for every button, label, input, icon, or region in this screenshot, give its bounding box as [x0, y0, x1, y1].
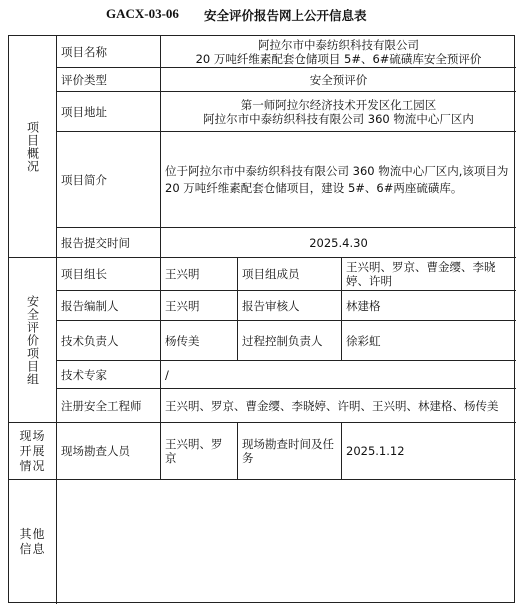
- project-name-label: 项目名称: [57, 36, 161, 68]
- section-overview-label: 项目概况: [25, 120, 40, 173]
- writer-value: 王兴明: [161, 291, 238, 321]
- project-name-line1: 阿拉尔市中泰纺织科技有限公司: [258, 37, 419, 52]
- engineer-label: 注册安全工程师: [57, 389, 161, 423]
- survey-people-label: 现场勘查人员: [57, 423, 161, 480]
- expert-value: /: [161, 361, 516, 389]
- section-site: [9, 423, 57, 480]
- section-other: [9, 480, 57, 604]
- info-table: [8, 35, 515, 603]
- submit-time-label: 报告提交时间: [57, 228, 161, 258]
- expert-label: 技术专家: [57, 361, 161, 389]
- address-line1: 第一师阿拉尔经济技术开发区化工园区: [240, 97, 437, 112]
- writer-label: 报告编制人: [57, 291, 161, 321]
- eval-type-value: 安全预评价: [161, 68, 516, 92]
- engineer-value: 王兴明、罗京、曹金缨、李晓婷、许明、王兴明、林建格、杨传美: [161, 389, 516, 423]
- document-title: 安全评价报告网上公开信息表: [204, 8, 367, 23]
- process-lead-label: 过程控制负责人: [238, 321, 342, 361]
- process-lead-value: 徐彩虹: [342, 321, 516, 361]
- section-overview: [9, 36, 57, 258]
- eval-type-label: 评价类型: [57, 68, 161, 92]
- members-value: 王兴明、罗京、曹金缨、李晓婷、许明: [342, 258, 516, 291]
- project-name-value: [161, 36, 516, 68]
- members-label: 项目组成员: [238, 258, 342, 291]
- reviewer-label: 报告审核人: [238, 291, 342, 321]
- address-value: [161, 92, 516, 132]
- tech-lead-label: 技术负责人: [57, 321, 161, 361]
- submit-time-value: 2025.4.30: [161, 228, 516, 258]
- address-label: 项目地址: [57, 92, 161, 132]
- survey-time-label: 现场勘查时间及任务: [238, 423, 342, 480]
- leader-label: 项目组长: [57, 258, 161, 291]
- section-site-label: 现场开展情况: [19, 428, 46, 473]
- survey-people-value: 王兴明、罗京: [161, 423, 238, 480]
- section-other-label: 其他信息: [19, 527, 46, 556]
- intro-label: 项目简介: [57, 132, 161, 228]
- section-team: [9, 258, 57, 423]
- project-name-line2: 20 万吨纤维素配套仓储项目 5#、6#硫磺库安全预评价: [195, 51, 482, 66]
- document-header: [0, 0, 527, 30]
- tech-lead-value: 杨传美: [161, 321, 238, 361]
- address-line2: 阿拉尔市中泰纺织科技有限公司 360 物流中心厂区内: [203, 111, 474, 126]
- survey-time-value: 2025.1.12: [342, 423, 516, 480]
- intro-value: 位于阿拉尔市中泰纺织科技有限公司 360 物流中心厂区内,该项目为 20 万吨纤维素配套仓储项目，建设 5#、6#两座硫磺库。: [161, 132, 516, 228]
- other-info-value: [57, 480, 516, 604]
- reviewer-value: 林建格: [342, 291, 516, 321]
- document-code: GACX-03-06: [106, 6, 179, 21]
- section-team-label: 安全评价项目组: [25, 294, 40, 386]
- leader-value: 王兴明: [161, 258, 238, 291]
